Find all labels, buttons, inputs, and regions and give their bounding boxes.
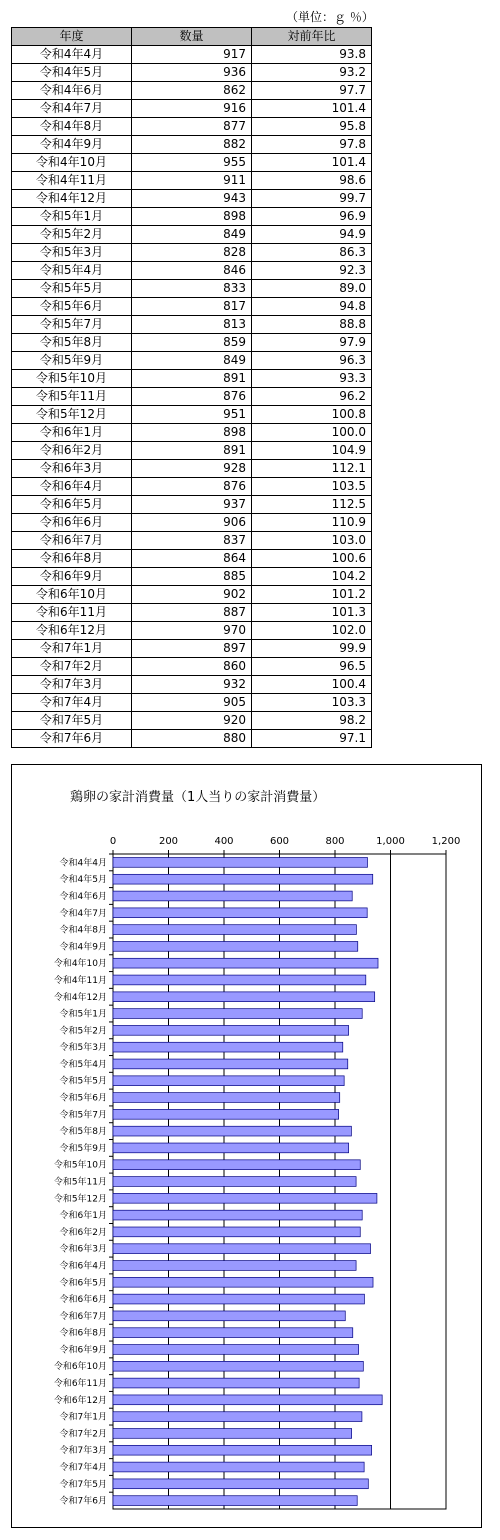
table-row: [12, 316, 372, 334]
cell-quantity: 859: [132, 334, 252, 352]
table-row: [12, 604, 372, 622]
category-label: 令和7年4月: [59, 1463, 107, 1474]
table-row: [12, 442, 372, 460]
cell-year: 令和4年12月: [12, 190, 132, 208]
bar: [113, 1395, 382, 1405]
category-label: 令和6年12月: [53, 1395, 107, 1406]
cell-year: 令和5年11月: [12, 388, 132, 406]
cell-yoy: 89.0: [252, 280, 372, 298]
x-tick-label: 0: [109, 836, 117, 847]
category-label: 令和5年6月: [59, 1093, 107, 1104]
cell-year: 令和4年6月: [12, 82, 132, 100]
category-label: 令和7年5月: [59, 1479, 107, 1490]
cell-quantity: 891: [132, 370, 252, 388]
header-year: 年度: [12, 28, 132, 46]
bar: [113, 1009, 362, 1019]
table-row: [12, 262, 372, 280]
header-quantity: 数量: [132, 28, 252, 46]
table-row: [12, 622, 372, 640]
table-row: [12, 352, 372, 370]
cell-yoy: 97.1: [252, 730, 372, 748]
cell-yoy: 103.3: [252, 694, 372, 712]
category-label: 令和5年3月: [59, 1043, 107, 1054]
table-row: [12, 226, 372, 244]
cell-year: 令和7年1月: [12, 640, 132, 658]
bar: [113, 1277, 373, 1287]
table-row: [12, 208, 372, 226]
table-row: [12, 190, 372, 208]
bar: [113, 1479, 368, 1489]
cell-quantity: 864: [132, 550, 252, 568]
cell-yoy: 94.8: [252, 298, 372, 316]
cell-yoy: 97.9: [252, 334, 372, 352]
cell-quantity: 860: [132, 658, 252, 676]
bar: [113, 874, 373, 884]
cell-year: 令和4年7月: [12, 100, 132, 118]
cell-yoy: 98.6: [252, 172, 372, 190]
table-row: [12, 532, 372, 550]
cell-year: 令和4年8月: [12, 118, 132, 136]
cell-year: 令和5年3月: [12, 244, 132, 262]
cell-quantity: 813: [132, 316, 252, 334]
bar: [113, 1244, 371, 1254]
bar: [113, 1177, 356, 1187]
cell-yoy: 103.5: [252, 478, 372, 496]
bar: [113, 1025, 349, 1035]
cell-year: 令和6年9月: [12, 568, 132, 586]
category-label: 令和4年6月: [59, 891, 107, 902]
cell-year: 令和6年6月: [12, 514, 132, 532]
cell-year: 令和5年12月: [12, 406, 132, 424]
cell-year: 令和4年11月: [12, 172, 132, 190]
cell-quantity: 897: [132, 640, 252, 658]
category-label: 令和4年5月: [59, 875, 107, 886]
cell-quantity: 887: [132, 604, 252, 622]
cell-yoy: 101.3: [252, 604, 372, 622]
bar: [113, 908, 367, 918]
cell-yoy: 92.3: [252, 262, 372, 280]
table-body: [12, 46, 372, 748]
cell-yoy: 88.8: [252, 316, 372, 334]
category-label: 令和6年2月: [59, 1227, 107, 1238]
cell-yoy: 98.2: [252, 712, 372, 730]
table-row: [12, 712, 372, 730]
table-row: [12, 370, 372, 388]
table-row: [12, 298, 372, 316]
cell-quantity: 846: [132, 262, 252, 280]
category-label: 令和5年2月: [59, 1026, 107, 1037]
cell-year: 令和5年6月: [12, 298, 132, 316]
cell-quantity: 837: [132, 532, 252, 550]
category-label: 令和6年11月: [53, 1379, 107, 1390]
category-label: 令和6年3月: [59, 1244, 107, 1255]
category-label: 令和4年7月: [59, 908, 107, 919]
bar: [113, 958, 378, 968]
bar: [113, 992, 375, 1002]
category-label: 令和4年8月: [59, 925, 107, 936]
table-row: [12, 244, 372, 262]
bar: [113, 1429, 352, 1439]
cell-yoy: 95.8: [252, 118, 372, 136]
table-row: [12, 82, 372, 100]
cell-quantity: 876: [132, 478, 252, 496]
table-row: [12, 478, 372, 496]
bar: [113, 1328, 353, 1338]
cell-yoy: 100.6: [252, 550, 372, 568]
cell-year: 令和5年9月: [12, 352, 132, 370]
x-tick-label: 1,000: [376, 836, 405, 847]
x-tick-label: 800: [325, 836, 345, 847]
cell-quantity: 916: [132, 100, 252, 118]
category-label: 令和7年2月: [59, 1429, 107, 1440]
cell-year: 令和6年12月: [12, 622, 132, 640]
cell-year: 令和6年7月: [12, 532, 132, 550]
bar: [113, 1109, 339, 1119]
cell-yoy: 97.7: [252, 82, 372, 100]
bar: [113, 1076, 344, 1086]
category-label: 令和5年4月: [59, 1059, 107, 1070]
cell-quantity: 970: [132, 622, 252, 640]
cell-quantity: 862: [132, 82, 252, 100]
bar: [113, 1093, 340, 1103]
cell-quantity: 906: [132, 514, 252, 532]
table-header-row: [12, 28, 372, 46]
cell-quantity: 917: [132, 46, 252, 64]
cell-year: 令和6年4月: [12, 478, 132, 496]
x-tick-label: 400: [214, 836, 234, 847]
table-row: [12, 388, 372, 406]
bar: [113, 1210, 362, 1220]
cell-quantity: 911: [132, 172, 252, 190]
category-label: 令和6年10月: [53, 1362, 107, 1373]
cell-yoy: 112.1: [252, 460, 372, 478]
table-row: [12, 154, 372, 172]
table-row: [12, 586, 372, 604]
cell-yoy: 103.0: [252, 532, 372, 550]
category-label: 令和6年9月: [59, 1345, 107, 1356]
cell-year: 令和7年4月: [12, 694, 132, 712]
table-row: [12, 568, 372, 586]
cell-year: 令和6年1月: [12, 424, 132, 442]
bar: [113, 1496, 357, 1506]
table-row: [12, 676, 372, 694]
category-label: 令和6年4月: [59, 1261, 107, 1272]
category-label: 令和5年9月: [59, 1143, 107, 1154]
cell-year: 令和7年6月: [12, 730, 132, 748]
category-label: 令和4年11月: [53, 975, 107, 986]
cell-quantity: 885: [132, 568, 252, 586]
cell-quantity: 905: [132, 694, 252, 712]
category-label: 令和7年6月: [59, 1496, 107, 1507]
cell-yoy: 110.9: [252, 514, 372, 532]
cell-quantity: 955: [132, 154, 252, 172]
cell-year: 令和4年4月: [12, 46, 132, 64]
bar: [113, 1261, 356, 1271]
cell-yoy: 86.3: [252, 244, 372, 262]
category-label: 令和6年1月: [59, 1211, 107, 1222]
category-label: 令和5年8月: [59, 1127, 107, 1138]
bar: [113, 1361, 363, 1371]
table-row: [12, 658, 372, 676]
cell-year: 令和5年5月: [12, 280, 132, 298]
cell-quantity: 932: [132, 676, 252, 694]
cell-quantity: 920: [132, 712, 252, 730]
bar: [113, 1345, 359, 1355]
category-label: 令和7年1月: [59, 1412, 107, 1423]
cell-quantity: 882: [132, 136, 252, 154]
category-label: 令和5年12月: [53, 1194, 107, 1205]
cell-yoy: 93.2: [252, 64, 372, 82]
table-row: [12, 64, 372, 82]
cell-year: 令和7年5月: [12, 712, 132, 730]
category-label: 令和5年10月: [53, 1160, 107, 1171]
cell-year: 令和4年5月: [12, 64, 132, 82]
cell-quantity: 936: [132, 64, 252, 82]
cell-yoy: 100.0: [252, 424, 372, 442]
cell-quantity: 876: [132, 388, 252, 406]
bar: [113, 1294, 364, 1304]
cell-yoy: 96.3: [252, 352, 372, 370]
cell-quantity: 902: [132, 586, 252, 604]
cell-quantity: 828: [132, 244, 252, 262]
category-label: 令和4年4月: [59, 858, 107, 869]
table-row: [12, 280, 372, 298]
cell-yoy: 96.2: [252, 388, 372, 406]
bar: [113, 1311, 345, 1321]
category-label: 令和6年6月: [59, 1295, 107, 1306]
table-row: [12, 334, 372, 352]
bar: [113, 1059, 348, 1069]
cell-yoy: 102.0: [252, 622, 372, 640]
bar: [113, 1378, 359, 1388]
category-label: 令和6年7月: [59, 1311, 107, 1322]
cell-yoy: 93.8: [252, 46, 372, 64]
table-row: [12, 496, 372, 514]
x-tick-label: 1,200: [431, 836, 461, 847]
bar-chart: [12, 765, 481, 1527]
cell-yoy: 112.5: [252, 496, 372, 514]
bar: [113, 925, 356, 935]
category-label: 令和5年5月: [59, 1076, 107, 1087]
cell-year: 令和6年2月: [12, 442, 132, 460]
cell-year: 令和6年10月: [12, 586, 132, 604]
header-yoy: 対前年比: [252, 28, 372, 46]
bar: [113, 858, 367, 868]
cell-year: 令和6年5月: [12, 496, 132, 514]
bar: [113, 1193, 377, 1203]
bar: [113, 942, 358, 952]
cell-yoy: 101.4: [252, 154, 372, 172]
cell-year: 令和7年2月: [12, 658, 132, 676]
cell-year: 令和5年7月: [12, 316, 132, 334]
cell-yoy: 93.3: [252, 370, 372, 388]
chart-title: 鶏卵の家計消費量（1人当りの家計消費量）: [70, 790, 326, 805]
bar: [113, 975, 366, 985]
cell-yoy: 101.4: [252, 100, 372, 118]
x-tick-label: 600: [269, 836, 290, 847]
cell-year: 令和7年3月: [12, 676, 132, 694]
data-table: [11, 27, 372, 748]
category-label: 令和4年10月: [53, 959, 107, 970]
table-row: [12, 136, 372, 154]
category-label: 令和7年3月: [59, 1446, 107, 1457]
category-label: 令和5年11月: [53, 1177, 107, 1188]
cell-year: 令和5年2月: [12, 226, 132, 244]
cell-year: 令和4年9月: [12, 136, 132, 154]
table-row: [12, 694, 372, 712]
cell-yoy: 100.8: [252, 406, 372, 424]
bar: [113, 1412, 362, 1422]
cell-yoy: 99.9: [252, 640, 372, 658]
category-label: 令和6年8月: [59, 1328, 107, 1339]
category-label: 令和5年1月: [59, 1009, 107, 1020]
table-row: [12, 406, 372, 424]
bar: [113, 1143, 349, 1153]
table-row: [12, 460, 372, 478]
cell-year: 令和6年3月: [12, 460, 132, 478]
cell-year: 令和6年11月: [12, 604, 132, 622]
cell-quantity: 928: [132, 460, 252, 478]
table-row: [12, 100, 372, 118]
cell-yoy: 94.9: [252, 226, 372, 244]
table-row: [12, 550, 372, 568]
cell-quantity: 880: [132, 730, 252, 748]
table-row: [12, 514, 372, 532]
cell-quantity: 937: [132, 496, 252, 514]
x-tick-label: 200: [158, 836, 179, 847]
cell-quantity: 891: [132, 442, 252, 460]
cell-yoy: 100.4: [252, 676, 372, 694]
table-row: [12, 46, 372, 64]
cell-yoy: 96.5: [252, 658, 372, 676]
cell-year: 令和4年10月: [12, 154, 132, 172]
table-row: [12, 730, 372, 748]
cell-quantity: 849: [132, 352, 252, 370]
cell-yoy: 104.9: [252, 442, 372, 460]
table-row: [12, 640, 372, 658]
cell-yoy: 104.2: [252, 568, 372, 586]
table-row: [12, 118, 372, 136]
bar: [113, 1227, 360, 1237]
cell-yoy: 96.9: [252, 208, 372, 226]
category-label: 令和6年5月: [59, 1278, 107, 1289]
table-row: [12, 172, 372, 190]
cell-yoy: 101.2: [252, 586, 372, 604]
cell-year: 令和6年8月: [12, 550, 132, 568]
cell-year: 令和5年1月: [12, 208, 132, 226]
category-label: 令和5年7月: [59, 1110, 107, 1121]
bar: [113, 1126, 351, 1136]
category-label: 令和4年9月: [59, 942, 107, 953]
bar: [113, 1445, 372, 1455]
cell-quantity: 817: [132, 298, 252, 316]
chart-area: [11, 764, 482, 1528]
cell-quantity: 877: [132, 118, 252, 136]
cell-yoy: 99.7: [252, 190, 372, 208]
cell-year: 令和5年10月: [12, 370, 132, 388]
unit-note: （単位：ｇ ％）: [286, 10, 374, 24]
cell-quantity: 898: [132, 424, 252, 442]
cell-year: 令和5年8月: [12, 334, 132, 352]
cell-quantity: 833: [132, 280, 252, 298]
bar: [113, 891, 352, 901]
cell-quantity: 898: [132, 208, 252, 226]
cell-yoy: 97.8: [252, 136, 372, 154]
table-row: [12, 424, 372, 442]
bar: [113, 1462, 364, 1472]
cell-quantity: 849: [132, 226, 252, 244]
cell-quantity: 951: [132, 406, 252, 424]
cell-quantity: 943: [132, 190, 252, 208]
cell-year: 令和5年4月: [12, 262, 132, 280]
bar: [113, 1160, 360, 1170]
category-label: 令和4年12月: [53, 992, 107, 1003]
bar: [113, 1042, 343, 1052]
